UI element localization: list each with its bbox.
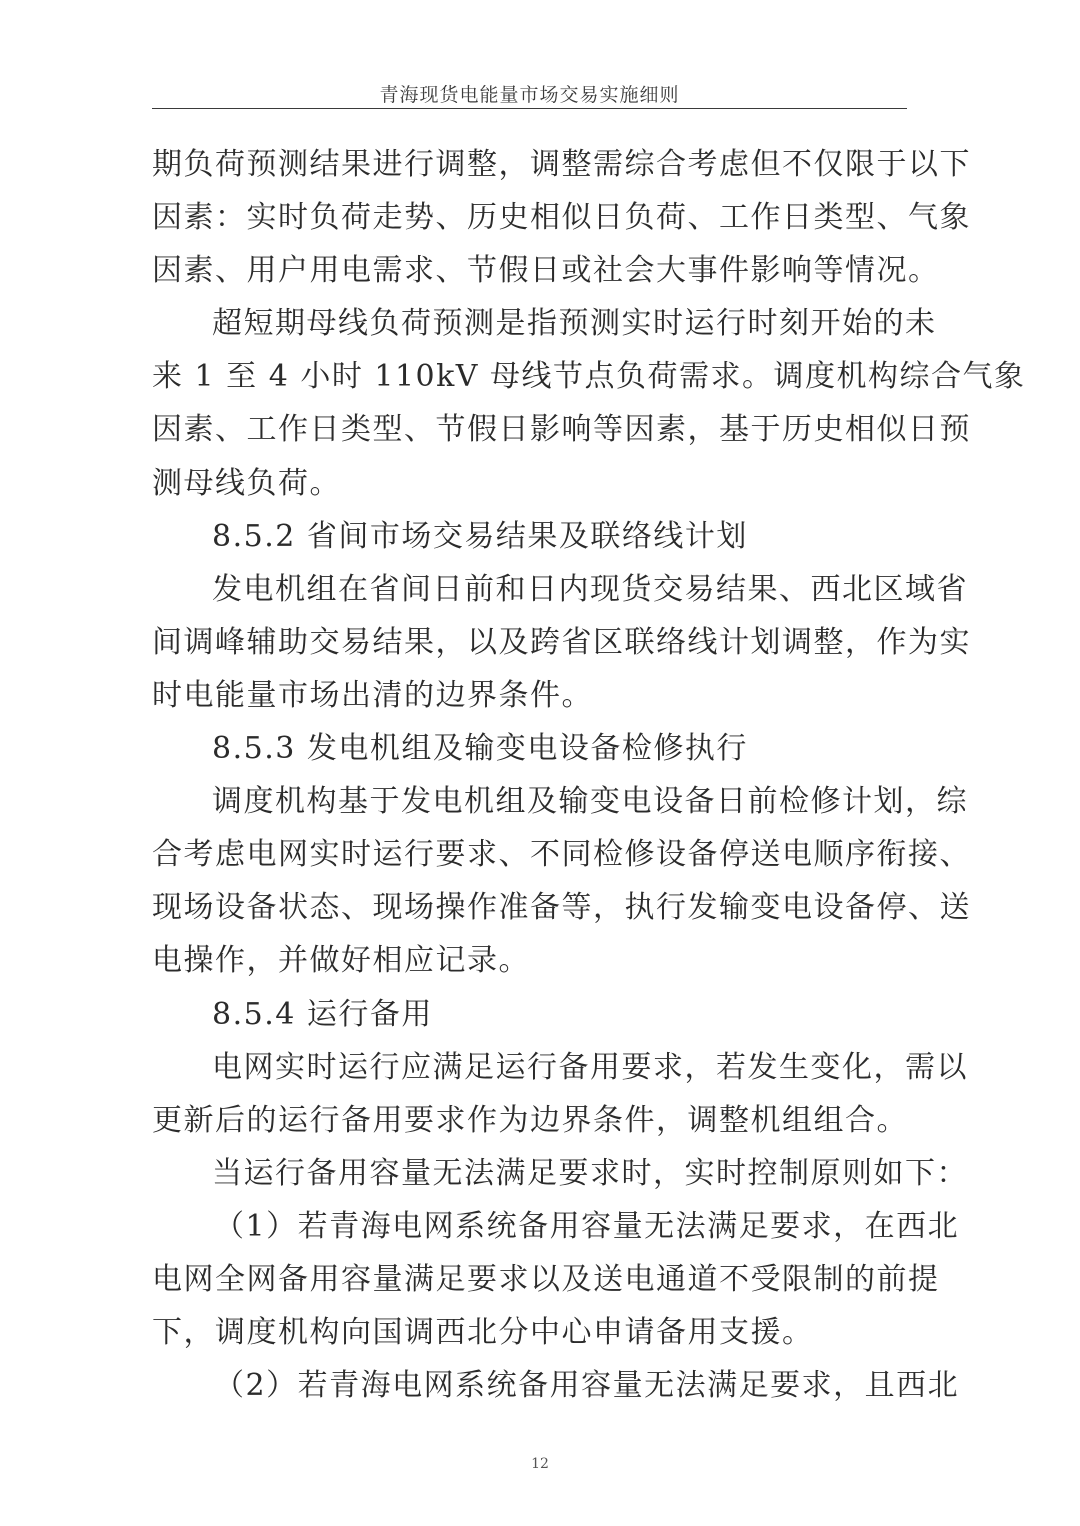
section-heading: 8.5.2 省间市场交易结果及联络线计划 <box>212 518 748 554</box>
text-line: 电操作，并做好相应记录。 <box>152 943 530 979</box>
text-line: 调度机构基于发电机组及输变电设备日前检修计划，综 <box>212 784 968 820</box>
body-text <box>152 138 1026 1412</box>
text-line: 测母线负荷。 <box>152 465 341 501</box>
text-line: 合考虑电网实时运行要求、不同检修设备停送电顺序衔接、 <box>152 837 971 873</box>
text-line: 电网全网备用容量满足要求以及送电通道不受限制的前提 <box>152 1261 940 1297</box>
text-line: 当运行备用容量无法满足要求时，实时控制原则如下： <box>212 1155 968 1191</box>
text-line: 下，调度机构向国调西北分中心申请备用支援。 <box>152 1315 814 1351</box>
text-line: 因素、工作日类型、节假日影响等因素，基于历史相似日预 <box>152 412 971 448</box>
text-line: 现场设备状态、现场操作准备等，执行发输变电设备停、送 <box>152 890 971 926</box>
text-line: （2）若青海电网系统备用容量无法满足要求，且西北 <box>214 1368 960 1404</box>
section-heading: 8.5.4 运行备用 <box>212 996 433 1032</box>
running-header: 青海现货电能量市场交易实施细则 <box>379 84 680 106</box>
text-line: （1）若青海电网系统备用容量无法满足要求，在西北 <box>214 1208 960 1244</box>
text-line: 来 1 至 4 小时 110kV 母线节点负荷需求。调度机构综合气象 <box>152 359 1026 395</box>
text-line: 更新后的运行备用要求作为边界条件，调整机组组合。 <box>152 1102 908 1138</box>
text-line: 间调峰辅助交易结果，以及跨省区联络线计划调整，作为实 <box>152 624 971 660</box>
text-line: 超短期母线负荷预测是指预测实时运行时刻开始的未 <box>212 306 937 342</box>
header-rule <box>152 108 907 109</box>
section-heading: 8.5.3 发电机组及输变电设备检修执行 <box>212 731 748 767</box>
text-line: 时电能量市场出清的边界条件。 <box>152 677 593 713</box>
text-line: 发电机组在省间日前和日内现货交易结果、西北区域省 <box>212 571 968 607</box>
text-line: 期负荷预测结果进行调整，调整需综合考虑但不仅限于以下 <box>152 147 971 182</box>
page-number: 12 <box>531 1456 549 1472</box>
text-line: 因素：实时负荷走势、历史相似日负荷、工作日类型、气象 <box>152 200 971 236</box>
text-line: 因素、用户用电需求、节假日或社会大事件影响等情况。 <box>152 253 940 289</box>
text-line: 电网实时运行应满足运行备用要求，若发生变化，需以 <box>212 1049 968 1085</box>
